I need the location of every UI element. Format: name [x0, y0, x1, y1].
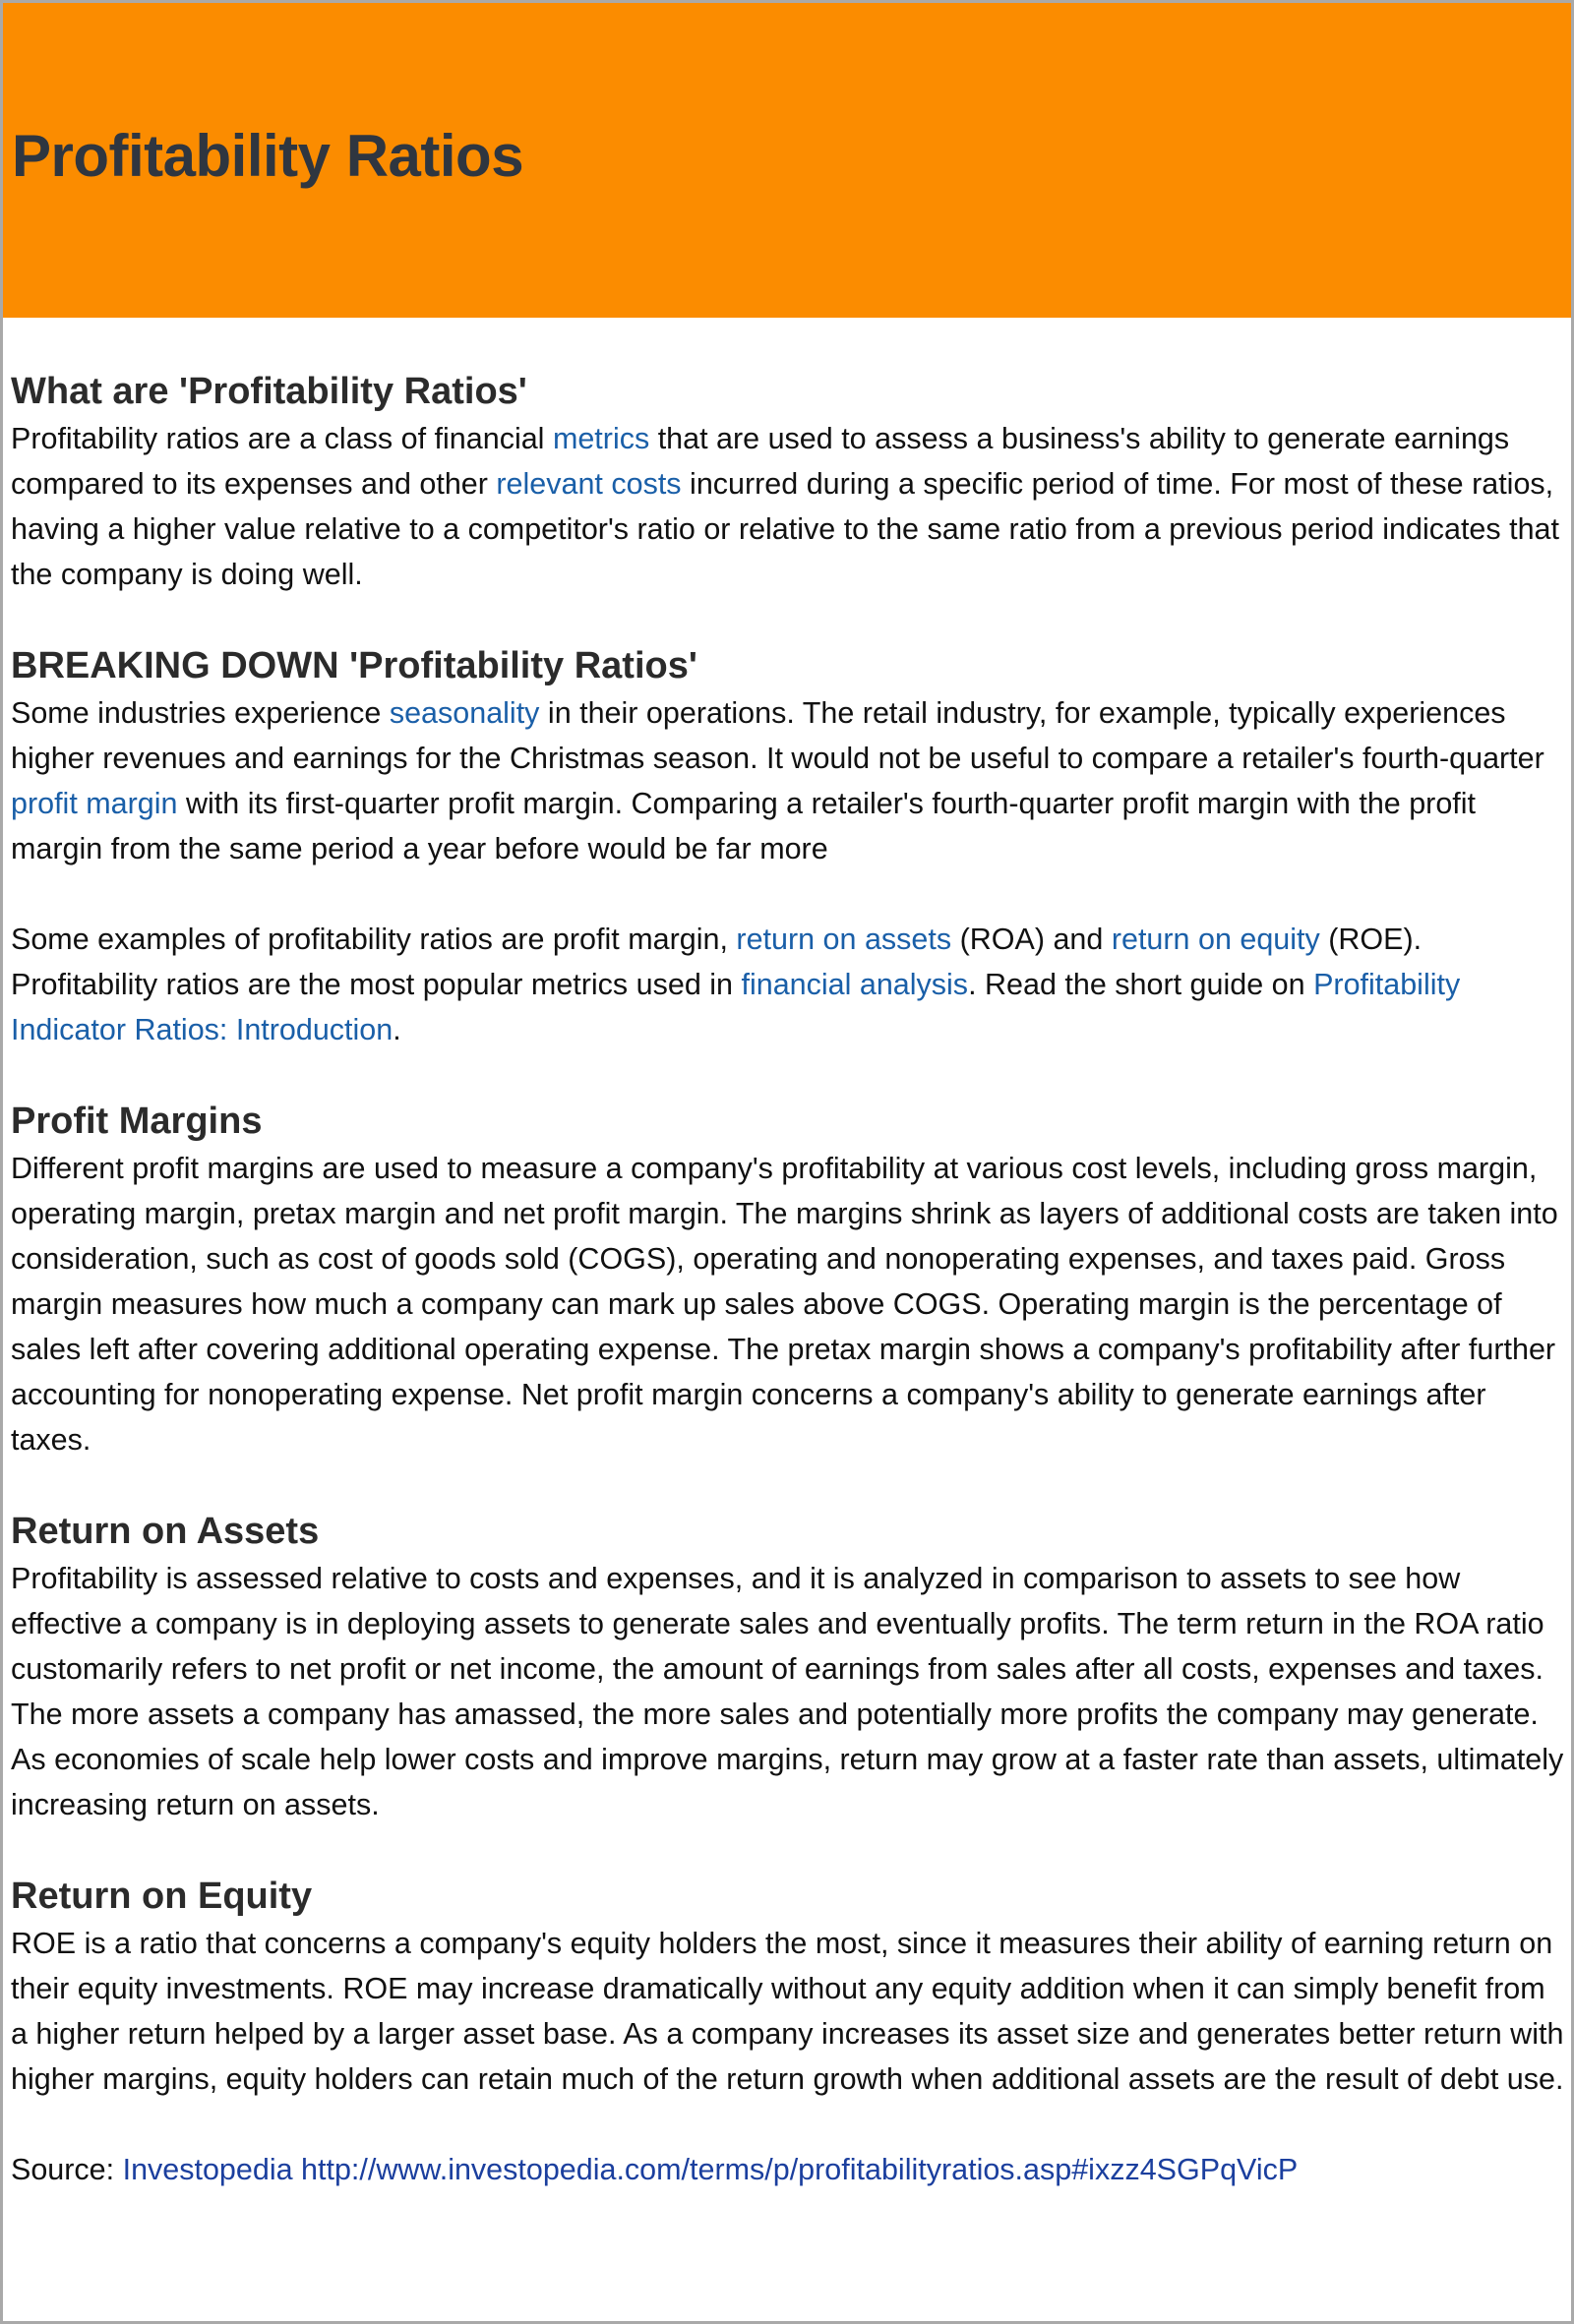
link-financial-analysis[interactable]: financial analysis: [741, 968, 969, 1001]
article-body: [3, 367, 1571, 2192]
heading-return-on-assets: Return on Assets: [11, 1511, 320, 1552]
title-banner: [3, 3, 1571, 318]
heading-what-are: What are 'Profitability Ratios': [11, 371, 527, 412]
source-line: Source: Investopedia http://www.investopedia.com/terms/p/profitabilityratios.asp#ixzz4SGPqVicP: [11, 2153, 1299, 2186]
heading-return-on-equity: Return on Equity: [11, 1876, 313, 1917]
heading-profit-margins: Profit Margins: [11, 1101, 263, 1142]
link-return-on-assets[interactable]: return on assets: [736, 923, 952, 956]
link-relevant-costs[interactable]: relevant costs: [496, 467, 682, 501]
link-profit-margin[interactable]: profit margin: [11, 787, 178, 820]
page-title: Profitability Ratios: [12, 123, 524, 189]
link-seasonality[interactable]: seasonality: [389, 696, 540, 730]
paragraph-profit-margins: Different profit margins are used to measure a company's profitability at various cost levels, including gross margin, operating margin, pretax margin and net profit margin. The margins shrink as layers of additional costs are taken into consideration, such as cost of goods sold (COGS), operating and nonoperating expenses, and taxes paid. Gross margin measures how much a company can mark up sales above COGS. Operating margin is the percentage of sales left after covering additional operating expense. The pretax margin shows a company's profitability after further accounting for nonoperating expense. Net profit margin concerns a company's ability to generate earnings after taxes.: [11, 1152, 1558, 1457]
paragraph-return-on-equity: ROE is a ratio that concerns a company's equity holders the most, since it measures their ability of earning return on their equity investments. ROE may increase dramatically without any equity addition when it can simply benefit from a higher return helped by a larger asset base. As a company increases its asset size and generates better return with higher margins, equity holders can retain much of the return growth when additional assets are the result of debt use.: [11, 1927, 1564, 2096]
paragraph-breaking-down-2: Some examples of profitability ratios are profit margin, return on assets (ROA) and return on equity (ROE). Profitability ratios are the most popular metrics used in financial analysis. Read the short guide on Profitability Indicator Ratios: Introduction.: [11, 923, 1461, 1046]
paragraph-what-are: Profitability ratios are a class of financial metrics that are used to assess a business's ability to generate earnings compared to its expenses and other relevant costs incurred during a specific period of time. For most of these ratios, having a higher value relative to a competitor's ratio or relative to the same ratio from a previous period indicates that the company is doing well.: [11, 422, 1559, 591]
link-profitability-indicator-ratios[interactable]: Profitability Indicator Ratios: Introduction: [11, 968, 1461, 1046]
paragraph-return-on-assets: Profitability is assessed relative to costs and expenses, and it is analyzed in comparison to assets to see how effective a company is in deploying assets to generate sales and eventually profits. The term return in the ROA ratio customarily refers to net profit or net income, the amount of earnings from sales after all costs, expenses and taxes. The more assets a company has amassed, the more sales and potentially more profits the company may generate. As economies of scale help lower costs and improve margins, return may grow at a faster rate than assets, ultimately increasing return on assets.: [11, 1562, 1564, 1821]
link-source-investopedia[interactable]: Investopedia http://www.investopedia.com/terms/p/profitabilityratios.asp#ixzz4SGPqVicP: [122, 2153, 1299, 2186]
heading-breaking-down: BREAKING DOWN 'Profitability Ratios': [11, 645, 697, 686]
link-metrics[interactable]: metrics: [552, 422, 650, 455]
link-return-on-equity[interactable]: return on equity: [1111, 923, 1320, 956]
paragraph-breaking-down-1: Some industries experience seasonality in their operations. The retail industry, for example, typically experiences higher revenues and earnings for the Christmas season. It would not be useful to compare a retailer's fourth-quarter profit margin with its first-quarter profit margin. Comparing a retailer's fourth-quarter profit margin with the profit margin from the same period a year before would be far more: [11, 696, 1544, 865]
